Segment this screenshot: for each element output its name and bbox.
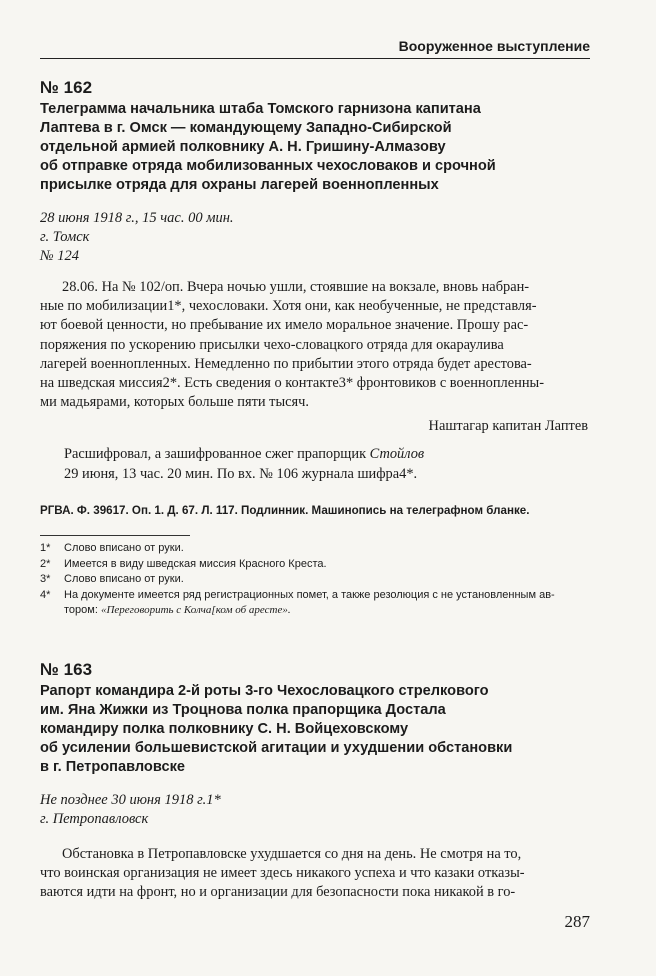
footnote-text: Имеется в виду шведская миссия Красного Креста. (64, 557, 327, 570)
page-number: 287 (564, 912, 590, 931)
footnote-mark: 1* (40, 542, 51, 554)
document-title: Рапорт командира 2-й роты 3-го Чехословацкого стрелкового им. Яна Жижки из Троцнова полка прапорщика Достала командиру полка полковнику С. Н. Войцеховскому об усилении большевистской агитации и ухудшении обстановки в г. Петропавловске (40, 683, 513, 775)
document-date: Не позднее 30 июня 1918 г.1* (40, 792, 221, 808)
running-head: Вооруженное выступление (40, 38, 590, 59)
document-body: Обстановка в Петропавловске ухудшается со дня на день. Не смотря на то, что воинская организация не имеет здесь никакого успеха и что казаки отказы- ваются идти на фронт, но и организации для безопасности пока никакой в го- (40, 846, 525, 901)
footnote-mark: 2* (40, 557, 51, 570)
footnotes (40, 541, 588, 619)
document-place: г. Томск (40, 229, 90, 245)
footnote-text: На документе имеется ряд регистрационных помет, а также резолюция с не установленным ав- (64, 588, 555, 601)
document-number: № 162 (40, 78, 93, 97)
footnote-resolution: «Переговорить с Колча[ком об аресте». (100, 604, 291, 616)
document-number: № 163 (40, 660, 93, 679)
footnote-mark: 4* (40, 588, 51, 601)
document-title: Телеграмма начальника штаба Томского гарнизона капитана Лаптева в г. Омск — командующему Западно-Сибирской отдельной армией полковнику А. Н. Гришину-Алмазову об отправке отряда мобилизованных чехословаков и срочной присылке отряда для охраны лагерей военнопленных (40, 101, 496, 193)
document-date: 28 июня 1918 г., 15 час. 00 мин. (40, 210, 234, 226)
footnote-text: Слово вписано от руки. (64, 542, 184, 554)
document-signature: Наштагар капитан Лаптев (428, 418, 588, 435)
footnote-text-cont: тором: (64, 604, 101, 616)
footnote (40, 572, 588, 588)
footnote-text: Слово вписано от руки. (64, 573, 184, 585)
document-162 (40, 78, 588, 517)
footnote (40, 588, 588, 619)
decode-line1: Расшифровал, а зашифрованное сжег прапорщик (64, 446, 370, 463)
document-163 (40, 660, 588, 903)
document-body: 28.06. На № 102/оп. Вчера ночью ушли, стоявшие на вокзале, вновь набран- ные по мобилизации1*, чехословаки. Хотя они, как необученные, не представля- ют боевой ценности, но пребывание их имело моральное значение. Прошу рас- поряжения по ускорению присылки чехо-словацкого отряда для окараулива лагерей военнопленных. Немедленно по прибытии этого отряда будет арестова- на шведская миссия2*. Есть сведения о контакте3* фронтовиков с военнопленны- ми мадьярами, которых больше пяти тысяч. (40, 279, 544, 411)
footnote-rule (40, 535, 190, 536)
footnote (40, 557, 588, 573)
footnote-mark: 3* (40, 573, 51, 585)
document-place: г. Петропавловск (40, 811, 149, 827)
document-ref: № 124 (40, 248, 80, 264)
footnote (40, 541, 588, 557)
archive-reference: РГВА. Ф. 39617. Оп. 1. Д. 67. Л. 117. Подлинник. Машинопись на телеграфном бланке. (40, 503, 530, 517)
decode-line2: 29 июня, 13 час. 20 мин. По вх. № 106 журнала шифра4*. (64, 465, 418, 482)
decoder-name: Стойлов (369, 446, 425, 463)
decode-note (40, 445, 588, 464)
